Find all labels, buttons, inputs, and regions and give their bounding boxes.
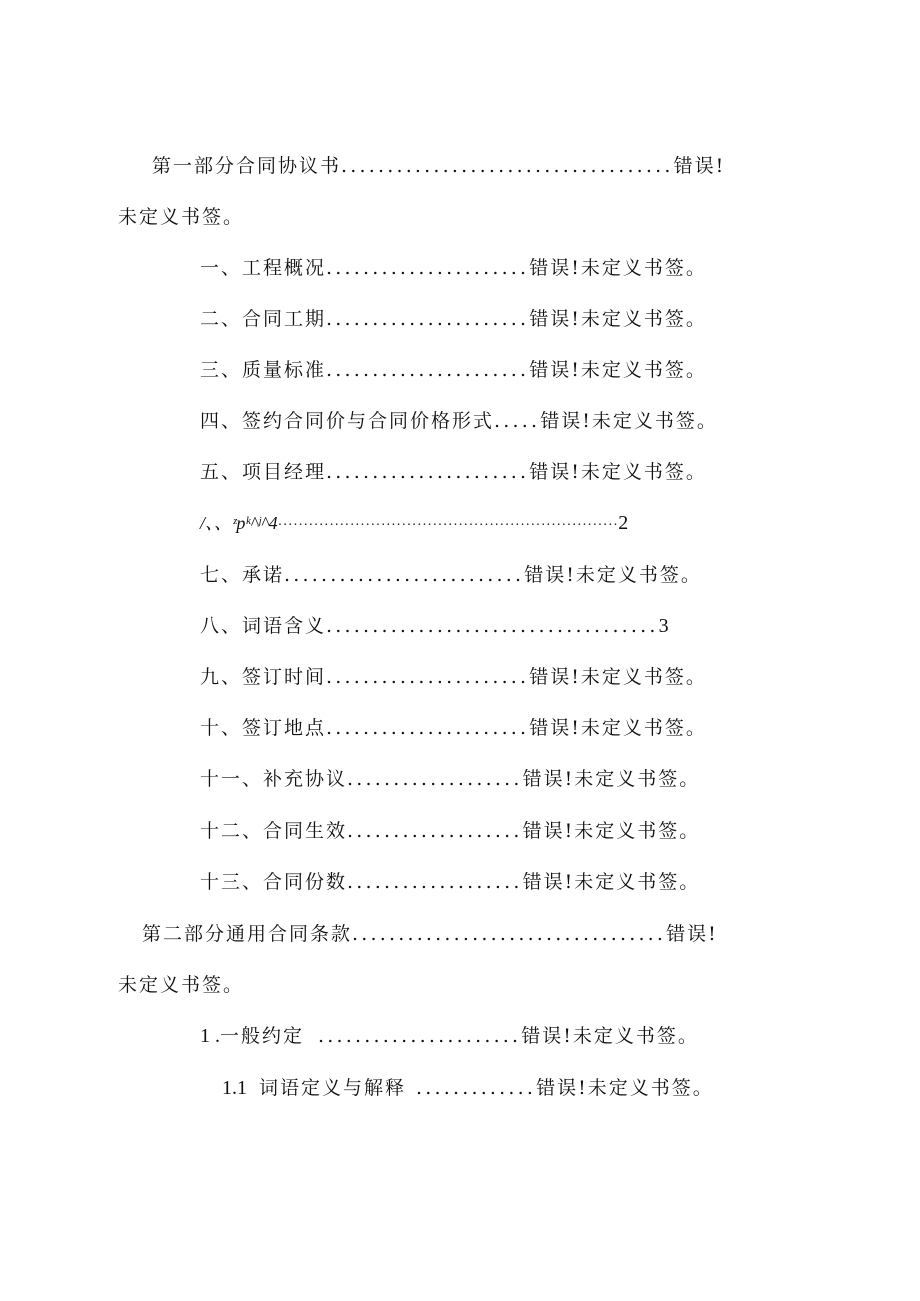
- toc-item-ref: 错误!未定义书签。: [529, 666, 707, 688]
- toc-leader-dots: ......................: [326, 666, 530, 688]
- toc-section-1-1[interactable]: [222, 1076, 714, 1100]
- toc-leader-dots: ..................................: [352, 923, 667, 945]
- toc-item-label: 八、词语含义: [200, 615, 327, 637]
- toc-leader-dots: ...................: [347, 768, 523, 790]
- toc-part2-ref-cont: 未定义书签。: [118, 974, 245, 996]
- toc-item-5[interactable]: [200, 460, 707, 484]
- toc-item-9[interactable]: [200, 665, 707, 689]
- toc-item-label: 十、签订地点: [200, 717, 327, 739]
- toc-item-page: 3: [658, 615, 669, 637]
- toc-leader-dots: ......................: [326, 717, 530, 739]
- toc-item-2[interactable]: [200, 307, 707, 331]
- toc-section-number: 1 .: [200, 1025, 220, 1047]
- toc-leader-dots: .....: [494, 410, 541, 432]
- toc-part2-title: 第二部分通用合同条款: [142, 923, 353, 945]
- toc-part2-ref: 错误!: [666, 923, 718, 945]
- toc-leader-dots: ......................: [326, 308, 530, 330]
- toc-part1-ref-cont: 未定义书签。: [118, 206, 245, 228]
- toc-item-10[interactable]: [200, 716, 707, 740]
- toc-leader-dots: ....................................: [341, 155, 674, 177]
- toc-part1-title: 第一部分合同协议书: [152, 155, 342, 177]
- toc-item-ref: 错误!未定义书签。: [529, 717, 707, 739]
- toc-item-label: 十一、补充协议: [200, 768, 348, 790]
- toc-item-ref: 错误!未定义书签。: [529, 308, 707, 330]
- toc-part2-line[interactable]: [142, 922, 718, 946]
- toc-item-ref: 错误!未定义书签。: [521, 1025, 699, 1047]
- toc-leader-dots: ......................: [318, 1025, 522, 1047]
- toc-leader-dots: ......................: [326, 257, 530, 279]
- toc-item-label: 七、承诺: [200, 564, 285, 586]
- toc-section-number: 1.1: [222, 1077, 247, 1099]
- toc-item-label: 三、质量标准: [200, 359, 327, 381]
- toc-item-8[interactable]: [200, 614, 669, 638]
- toc-part1-line[interactable]: [152, 154, 725, 178]
- toc-leader-dots: ...................: [347, 871, 523, 893]
- toc-section-1[interactable]: [200, 1024, 699, 1048]
- toc-item-label: 四、签约合同价与合同价格形式: [200, 410, 495, 432]
- toc-part2-line-wrap: [118, 973, 244, 997]
- toc-leader-dots: ....................................: [326, 615, 659, 637]
- toc-item-label: 十二、合同生效: [200, 820, 348, 842]
- toc-item-label: 十三、合同份数: [200, 871, 348, 893]
- toc-leader-dots: ......................: [326, 461, 530, 483]
- toc-leader-dots: ......................: [326, 359, 530, 381]
- toc-item-6-garbled[interactable]: [200, 511, 628, 538]
- toc-item-12[interactable]: [200, 819, 700, 843]
- toc-item-label: 二、合同工期: [200, 308, 327, 330]
- toc-item-1[interactable]: [200, 256, 707, 280]
- toc-part1-line-wrap: [118, 205, 244, 229]
- toc-item-ref: 错误!未定义书签。: [524, 564, 702, 586]
- toc-item-ref: 错误!未定义书签。: [540, 410, 718, 432]
- toc-part1-ref: 错误!: [673, 155, 726, 177]
- toc-item-11[interactable]: [200, 767, 700, 791]
- toc-item-ref: 错误!未定义书签。: [529, 257, 707, 279]
- toc-item-label: /、、ᶻpᵏ^ʲ^4: [200, 513, 278, 533]
- toc-item-3[interactable]: [200, 358, 707, 382]
- toc-item-ref: 错误!未定义书签。: [529, 461, 707, 483]
- toc-item-label: 九、签订时间: [200, 666, 327, 688]
- toc-item-label: 一般约定: [220, 1025, 305, 1047]
- toc-item-page: 2: [618, 512, 629, 534]
- toc-item-13[interactable]: [200, 870, 700, 894]
- toc-item-label: 五、项目经理: [200, 461, 327, 483]
- toc-leader-dots: ..........................: [284, 564, 525, 586]
- toc-item-ref: 错误!未定义书签。: [536, 1077, 714, 1099]
- toc-item-label: 词语定义与解释: [259, 1077, 407, 1099]
- toc-leader-dots: ...................: [347, 820, 523, 842]
- toc-item-7[interactable]: [200, 563, 702, 587]
- toc-item-ref: 错误!未定义书签。: [522, 871, 701, 893]
- toc-item-ref: 错误!未定义书签。: [522, 768, 701, 790]
- toc-leader-dots: ··································································: [277, 518, 619, 533]
- toc-leader-dots: .............: [416, 1077, 537, 1099]
- toc-item-ref: 错误!未定义书签。: [529, 359, 707, 381]
- toc-item-label: 一、工程概况: [200, 257, 327, 279]
- toc-item-4[interactable]: [200, 409, 718, 433]
- toc-item-ref: 错误!未定义书签。: [522, 820, 701, 842]
